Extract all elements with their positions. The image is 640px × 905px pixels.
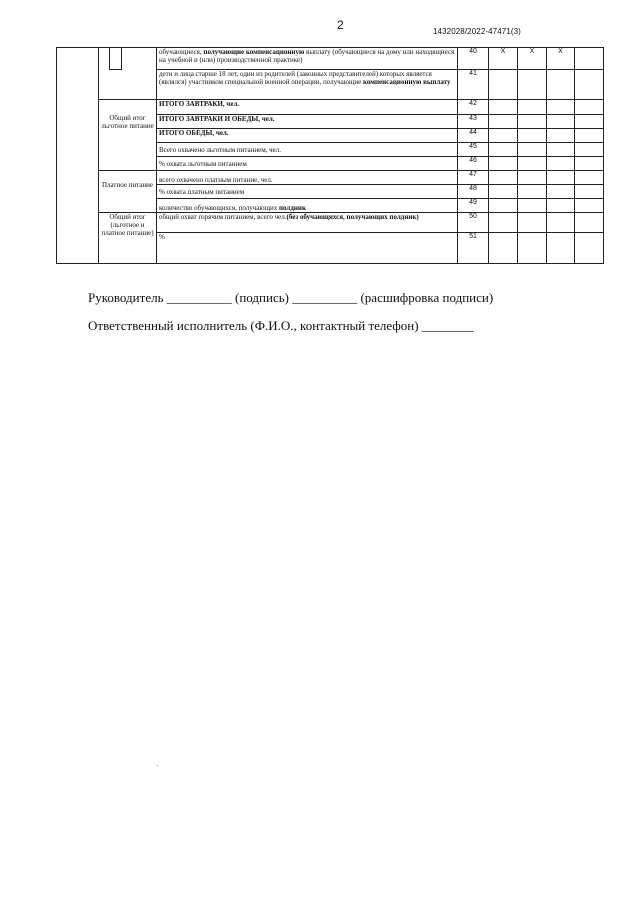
table-row bbox=[57, 213, 604, 233]
value-cell bbox=[518, 233, 547, 264]
row-number: 44 bbox=[458, 129, 489, 143]
value-cell bbox=[489, 213, 518, 233]
document-id: 1432028/2022-47471(3) bbox=[433, 27, 521, 36]
value-cell bbox=[547, 115, 575, 129]
row-text: обучающиеся, bbox=[159, 48, 204, 56]
value-cell bbox=[575, 70, 604, 100]
group-cell-empty bbox=[99, 48, 157, 100]
value-cell bbox=[518, 70, 547, 100]
value-cell bbox=[575, 157, 604, 171]
value-cell bbox=[547, 157, 575, 171]
mark-cell: X bbox=[518, 48, 547, 70]
value-cell bbox=[518, 129, 547, 143]
value-cell bbox=[547, 70, 575, 100]
value-cell bbox=[489, 70, 518, 100]
value-cell bbox=[547, 171, 575, 185]
group-label-total: Общий итог (льготное и платное питание) bbox=[99, 213, 157, 264]
row-label bbox=[157, 129, 458, 143]
row-number: 47 bbox=[458, 171, 489, 185]
row-label bbox=[157, 213, 458, 233]
value-cell bbox=[547, 213, 575, 233]
value-cell bbox=[547, 143, 575, 157]
row-label bbox=[157, 115, 458, 129]
value-cell bbox=[575, 100, 604, 115]
row-number: 40 bbox=[458, 48, 489, 70]
value-cell bbox=[518, 213, 547, 233]
value-cell bbox=[518, 115, 547, 129]
row-label: всего охвачено платным питание, чел. bbox=[157, 171, 458, 185]
value-cell bbox=[575, 115, 604, 129]
row-label: % bbox=[157, 233, 458, 264]
value-cell bbox=[489, 129, 518, 143]
group-label-paid: Платное питание bbox=[99, 171, 157, 213]
mark-cell: X bbox=[547, 48, 575, 70]
row-text-bold: полдник bbox=[278, 204, 306, 212]
value-cell bbox=[518, 157, 547, 171]
page-number: 2 bbox=[337, 18, 344, 32]
value-cell bbox=[575, 143, 604, 157]
value-cell bbox=[575, 199, 604, 213]
row-text-bold: компенсационную выплату bbox=[362, 78, 451, 86]
row-number: 46 bbox=[458, 157, 489, 171]
row-number: 51 bbox=[458, 233, 489, 264]
row-text-bold: (без обучающихся, получающих полдник) bbox=[286, 213, 419, 221]
scan-speck bbox=[157, 765, 158, 766]
row-text: дети и лица старше 18 лет, один из родителей (законных представителей) которых является (являлся) участником специальной военной операции, получающие bbox=[159, 70, 432, 86]
value-cell bbox=[547, 129, 575, 143]
row-number: 43 bbox=[458, 115, 489, 129]
value-cell bbox=[575, 48, 604, 70]
value-cell bbox=[489, 233, 518, 264]
row-text: количество обучающихся, получающих bbox=[159, 204, 279, 212]
value-cell bbox=[575, 233, 604, 264]
row-label bbox=[157, 199, 458, 213]
row-text: выплату (обучающиеся на дому или находящиеся на учебной и (или) производственной практике) bbox=[159, 48, 455, 64]
value-cell bbox=[489, 157, 518, 171]
report-table bbox=[56, 47, 604, 264]
row-number: 41 bbox=[458, 70, 489, 100]
value-cell bbox=[518, 171, 547, 185]
row-number: 42 bbox=[458, 100, 489, 115]
row-number: 50 bbox=[458, 213, 489, 233]
value-cell bbox=[575, 185, 604, 199]
signature-line-head: Руководитель __________ (подпись) __________ (расшифровка подписи) bbox=[88, 290, 494, 305]
group-label-benefit: Общий итог льготное питание bbox=[99, 100, 157, 171]
row-number: 45 bbox=[458, 143, 489, 157]
left-blank-cell bbox=[57, 48, 99, 264]
row-text-bold: получающие компенсационную bbox=[203, 48, 305, 56]
row-text-bold: ИТОГО ЗАВТРАКИ И ОБЕДЫ, чел. bbox=[159, 115, 275, 123]
row-label: % охвата платным питанием bbox=[157, 185, 458, 199]
cut-off-cell-border bbox=[109, 47, 122, 70]
row-number: 49 bbox=[458, 199, 489, 213]
row-label bbox=[157, 70, 458, 100]
value-cell bbox=[489, 185, 518, 199]
row-text-bold: ИТОГО ЗАВТРАКИ, чел. bbox=[159, 100, 240, 108]
row-number: 48 bbox=[458, 185, 489, 199]
value-cell bbox=[547, 199, 575, 213]
value-cell bbox=[489, 115, 518, 129]
value-cell bbox=[489, 100, 518, 115]
row-label bbox=[157, 100, 458, 115]
value-cell bbox=[575, 213, 604, 233]
table-row bbox=[57, 100, 604, 115]
table-row bbox=[57, 48, 604, 70]
value-cell bbox=[575, 171, 604, 185]
value-cell bbox=[518, 199, 547, 213]
row-label: % охвата льготным питанием bbox=[157, 157, 458, 171]
value-cell bbox=[547, 185, 575, 199]
value-cell bbox=[518, 143, 547, 157]
value-cell bbox=[547, 233, 575, 264]
row-text: общий охват горячим питанием, всего чел. bbox=[159, 213, 287, 221]
value-cell bbox=[489, 143, 518, 157]
row-text-bold: ИТОГО ОБЕДЫ, чел. bbox=[159, 129, 229, 137]
value-cell bbox=[518, 100, 547, 115]
value-cell bbox=[489, 171, 518, 185]
signature-line-executor: Ответственный исполнитель (Ф.И.О., контактный телефон) ________ bbox=[88, 318, 474, 333]
value-cell bbox=[518, 185, 547, 199]
value-cell bbox=[547, 100, 575, 115]
row-label: Всего охвачено льготным питанием, чел. bbox=[157, 143, 458, 157]
row-label bbox=[157, 48, 458, 70]
mark-cell: X bbox=[489, 48, 518, 70]
table-row bbox=[57, 171, 604, 185]
value-cell bbox=[489, 199, 518, 213]
value-cell bbox=[575, 129, 604, 143]
